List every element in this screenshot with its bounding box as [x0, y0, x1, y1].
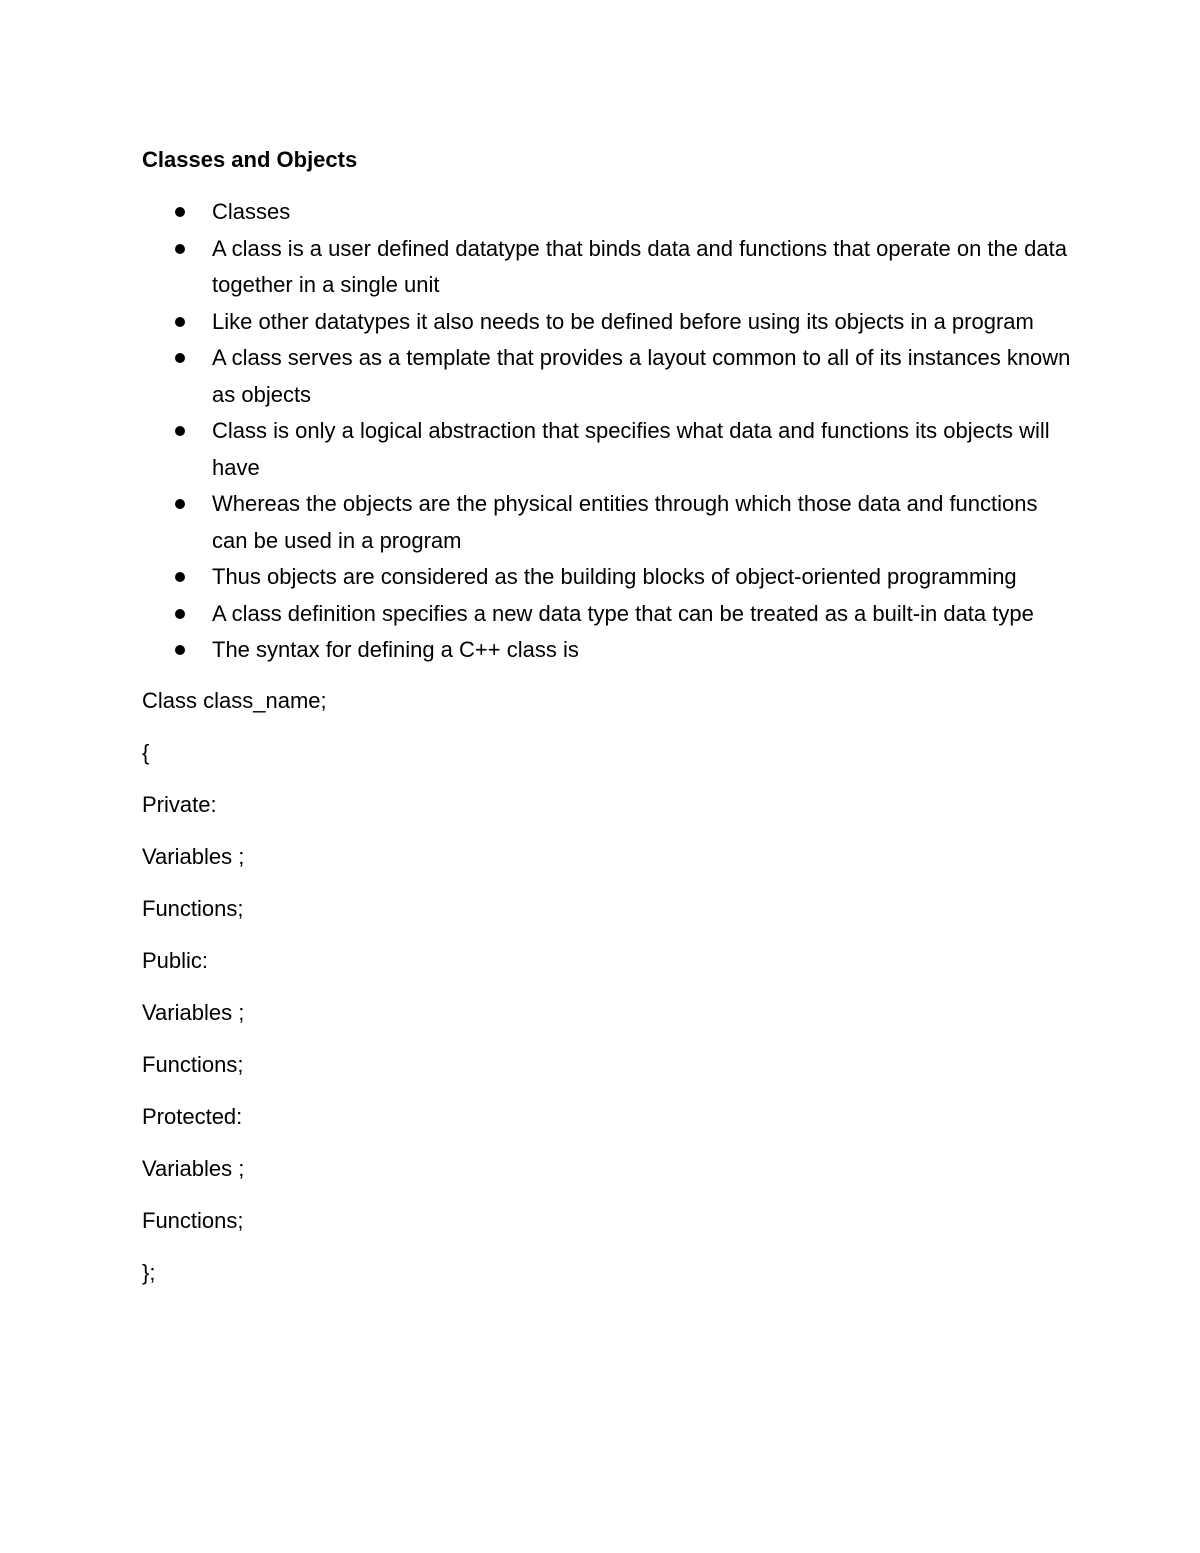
- code-line: Variables ;: [142, 843, 245, 869]
- bullet-text: Classes: [212, 199, 291, 224]
- bullet-text: A class definition specifies a new data type that can be treated as a built-in data type: [212, 600, 1034, 626]
- code-line: Public:: [142, 947, 209, 973]
- code-line: Functions;: [142, 1207, 244, 1233]
- bullet-icon: [175, 244, 185, 254]
- bullet-icon: [175, 499, 185, 509]
- bullet-item: [142, 559, 1072, 596]
- bullet-icon: [175, 572, 185, 582]
- bullet-icon: [175, 353, 185, 363]
- bullet-icon: [175, 426, 185, 436]
- bullet-text: Class is only a logical abstraction that specifies what data and functions its objects will have: [212, 418, 1050, 480]
- class-syntax-block: [142, 683, 1072, 1291]
- code-line: Variables ;: [142, 999, 245, 1025]
- bullet-text: Whereas the objects are the physical entities through which those data and functions can be used in a program: [212, 491, 1038, 553]
- bullet-item: [142, 413, 1072, 486]
- code-line: Functions;: [142, 895, 244, 921]
- bullet-item: [142, 486, 1072, 559]
- code-line: Variables ;: [142, 1155, 245, 1181]
- code-line: Class class_name;: [142, 687, 327, 713]
- code-line: };: [142, 1259, 156, 1285]
- bullet-icon: [175, 207, 185, 217]
- bullet-item: [142, 304, 1072, 341]
- code-line: Functions;: [142, 1051, 244, 1077]
- bullet-text: Thus objects are considered as the building blocks of object-oriented programming: [212, 564, 1017, 589]
- code-line: {: [142, 739, 150, 765]
- code-line: Protected:: [142, 1103, 243, 1129]
- bullet-item: [142, 340, 1072, 413]
- bullet-icon: [175, 609, 185, 619]
- bullet-icon: [175, 645, 185, 655]
- bullet-item: [142, 632, 1072, 669]
- bullet-text: A class is a user defined datatype that binds data and functions that operate on the data together in a single unit: [212, 235, 1067, 297]
- bullet-text: Like other datatypes it also needs to be defined before using its objects in a program: [212, 308, 1034, 334]
- bullet-list: [142, 194, 1072, 669]
- bullet-text: The syntax for defining a C++ class is: [212, 637, 579, 662]
- bullet-text: A class serves as a template that provides a layout common to all of its instances known as objects: [212, 345, 1071, 407]
- bullet-item: [142, 596, 1072, 633]
- code-line: Private:: [142, 791, 217, 817]
- document-content: [142, 142, 1072, 1307]
- document-title: Classes and Objects: [142, 147, 358, 172]
- bullet-icon: [175, 317, 185, 327]
- bullet-item: [142, 194, 1072, 231]
- bullet-item: [142, 231, 1072, 304]
